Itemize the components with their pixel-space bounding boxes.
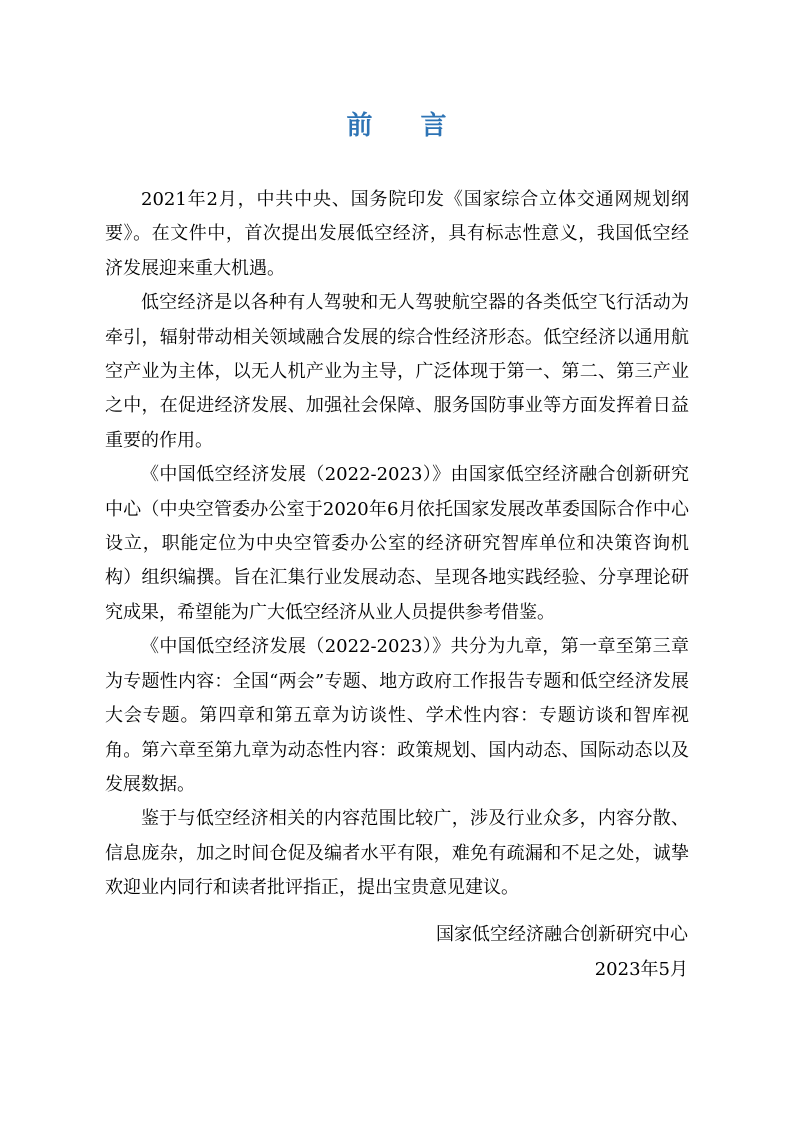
paragraph-2: 低空经济是以各种有人驾驶和无人驾驶航空器的各类低空飞行活动为牵引，辐射带动相关领域融合发展的综合性经济形态。低空经济以通用航空产业为主体，以无人机产业为主导，广泛体现于第一、第二、第三产业之中，在促进经济发展、加强社会保障、服务国防事业等方面发挥着日益重要的作用。: [105, 292, 689, 451]
paragraph-5: 鉴于与低空经济相关的内容范围比较广，涉及行业众多，内容分散、信息庞杂，加之时间仓促及编者水平有限，难免有疏漏和不足之处，诚挚欢迎业内同行和读者批评指正，提出宝贵意见建议。: [105, 808, 689, 899]
title-char-1: 前: [346, 111, 373, 141]
paragraph-1: 2021年2月，中共中央、国务院印发《国家综合立体交通网规划纲要》。在文件中，首次提出发展低空经济，具有标志性意义，我国低空经济发展迎来重大机遇。: [105, 189, 689, 279]
paragraph-3: 《中国低空经济发展（2022-2023）》由国家低空经济融合创新研究中心（中央空管委办公室于2020年6月依托国家发展改革委国际合作中心设立，职能定位为中央空管委办公室的经济研究智库单位和决策咨询机构）组织编撰。旨在汇集行业发展动态、呈现各地实践经验、分享理论研究成果，希望能为广大低空经济从业人员提供参考借鉴。: [105, 464, 689, 623]
preface-body: [105, 183, 689, 906]
signature-organization: 国家低空经济融合创新研究中心: [436, 924, 688, 945]
title-char-2: 言: [420, 111, 447, 141]
signature-date: 2023年5月: [594, 959, 688, 980]
paragraph-4: 《中国低空经济发展（2022-2023）》共分为九章，第一章至第三章为专题性内容：全国“两会”专题、地方政府工作报告专题和低空经济发展大会专题。第四章和第五章为访谈性、学术性内容：专题访谈和智库视角。第六章至第九章为动态性内容：政策规划、国内动态、国际动态以及发展数据。: [105, 636, 689, 795]
page-title: [0, 108, 793, 144]
